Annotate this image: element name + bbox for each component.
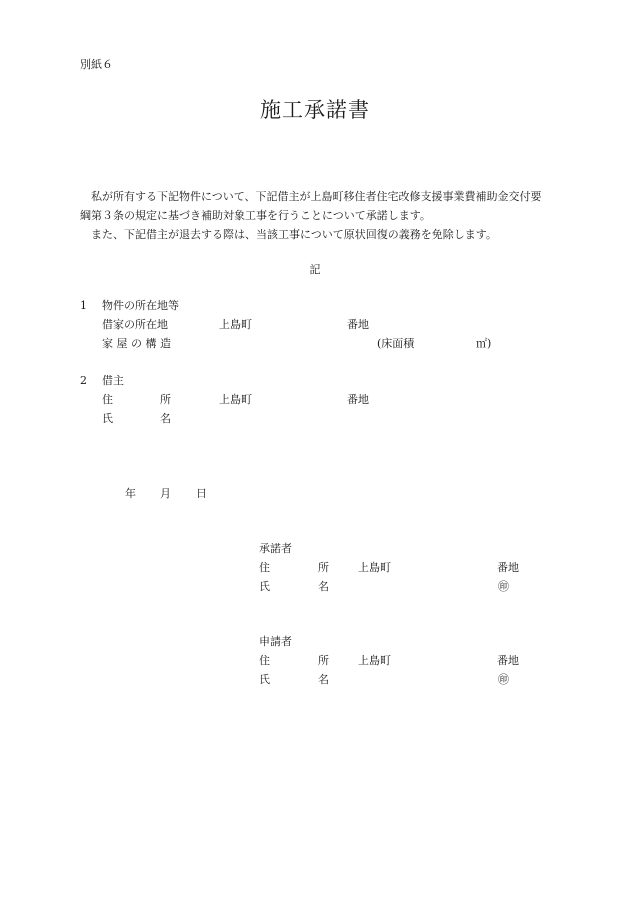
section1-address-suffix: 番地 — [347, 318, 369, 331]
section2-name-label-2: 名 — [160, 412, 171, 425]
applicant-address-suffix: 番地 — [497, 654, 519, 667]
applicant-address-label-1: 住 — [259, 654, 270, 667]
section1-heading: 物件の所在地等 — [102, 299, 179, 312]
applicant-seal-mark: ㊞ — [498, 673, 509, 686]
section2-number: 2 — [80, 374, 87, 387]
consenter-name-label-1: 氏 — [259, 580, 270, 593]
date-year: 年 — [125, 487, 136, 500]
applicant-heading: 申請者 — [259, 635, 292, 648]
consenter-address-town: 上島町 — [358, 561, 391, 574]
section2-name-label-1: 氏 — [102, 412, 113, 425]
section1-floor-area-unit: ㎡) — [476, 337, 492, 350]
section1-number: 1 — [80, 299, 87, 312]
document-title: 施工承諾書 — [260, 98, 370, 122]
body-line-1: 私が所有する下記物件について、下記借主が上島町移住者住宅改修支援事業費補助金交付要 — [91, 190, 542, 203]
date-month: 月 — [160, 487, 171, 500]
consenter-address-label-1: 住 — [259, 561, 270, 574]
body-line-3: また、下記借主が退去する際は、当該工事について原状回復の義務を免除します。 — [91, 228, 497, 241]
consenter-heading: 承諾者 — [259, 542, 292, 555]
section1-floor-area-open: (床面積 — [377, 337, 415, 350]
section1-address-town: 上島町 — [219, 318, 252, 331]
section2-address-town: 上島町 — [219, 393, 252, 406]
section1-address-label: 借家の所在地 — [102, 318, 168, 331]
consenter-name-label-2: 名 — [318, 580, 329, 593]
applicant-name-label-2: 名 — [318, 673, 329, 686]
consenter-seal-mark: ㊞ — [498, 580, 509, 593]
date-day: 日 — [196, 487, 207, 500]
body-line-2: 綱第３条の規定に基づき補助対象工事を行うことについて承諾します。 — [80, 209, 431, 222]
ki-heading: 記 — [309, 263, 321, 276]
section2-address-label-2: 所 — [160, 393, 171, 406]
consenter-address-label-2: 所 — [318, 561, 329, 574]
applicant-address-label-2: 所 — [318, 654, 329, 667]
section2-address-suffix: 番地 — [347, 393, 369, 406]
attachment-label: 別紙６ — [80, 58, 113, 71]
consenter-address-suffix: 番地 — [497, 561, 519, 574]
applicant-address-town: 上島町 — [358, 654, 391, 667]
section1-structure-label: 家 屋 の 構 造 — [102, 337, 171, 350]
section2-address-label-1: 住 — [102, 393, 113, 406]
applicant-name-label-1: 氏 — [259, 673, 270, 686]
section2-heading: 借主 — [102, 374, 124, 387]
